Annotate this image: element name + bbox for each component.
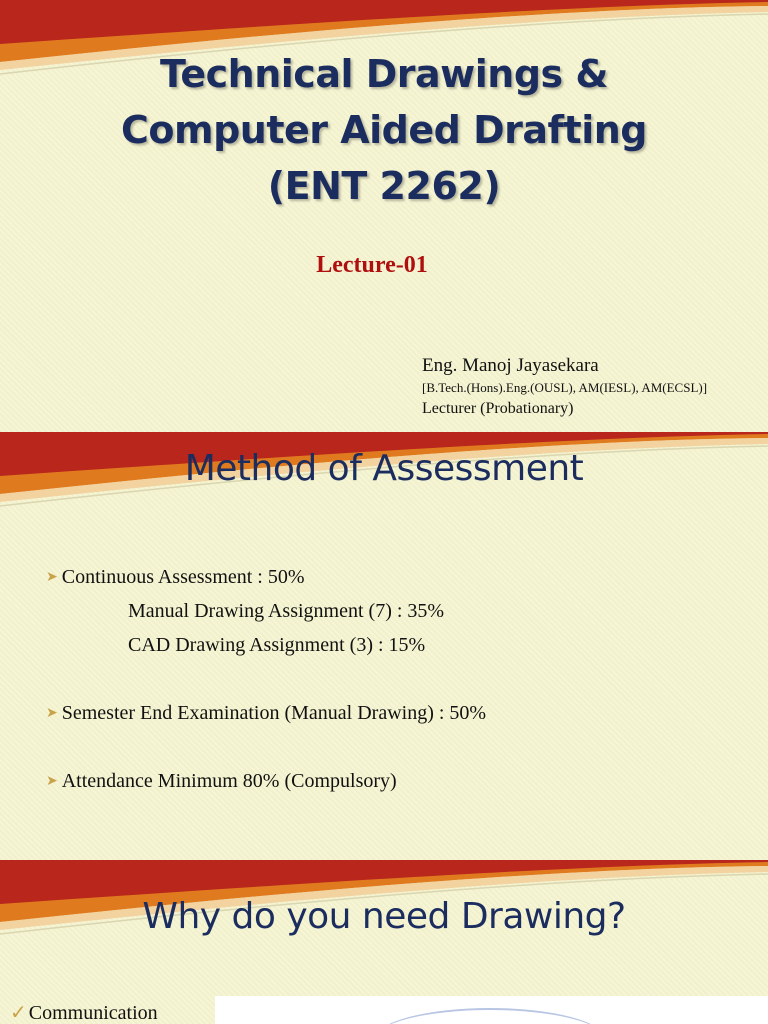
assessment-list: [46, 560, 486, 798]
list-item: [46, 696, 486, 730]
slide-image: [215, 996, 768, 1024]
list-item: [10, 1000, 158, 1024]
list-subitem: CAD Drawing Assignment (3) : 15%: [128, 634, 426, 656]
check-bullet-icon: ✓: [10, 1002, 27, 1024]
slide-title: [0, 0, 768, 432]
slide-why-drawing: [0, 860, 768, 1024]
list-item: [46, 560, 486, 594]
arrow-bullet-icon: ➤: [46, 706, 58, 721]
list-item-text: Attendance Minimum 80% (Compulsory): [61, 770, 397, 792]
author-name: Eng. Manoj Jayasekara: [422, 355, 599, 376]
list-item: [46, 764, 486, 798]
author-block: [422, 354, 707, 420]
list-item-text: Communication: [28, 1002, 158, 1024]
list-item-text: Continuous Assessment : 50%: [61, 566, 305, 588]
author-role: Lecturer (Probationary): [422, 400, 574, 417]
list-item-text: Semester End Examination (Manual Drawing) : 50%: [61, 702, 487, 724]
image-arc: [375, 1008, 605, 1024]
list-subitem: Manual Drawing Assignment (7) : 35%: [128, 600, 445, 622]
title-line: (ENT 2262): [267, 164, 501, 208]
slide-title-heading: [0, 46, 768, 214]
arrow-bullet-icon: ➤: [46, 570, 58, 585]
author-qualifications: [B.Tech.(Hons).Eng.(OUSL), AM(IESL), AM(ECSL)]: [422, 380, 708, 395]
arrow-bullet-icon: ➤: [46, 774, 58, 789]
assessment-title: Method of Assessment: [184, 448, 584, 489]
title-line: Computer Aided Drafting: [121, 108, 647, 152]
slide-assessment: [0, 432, 768, 860]
title-line: Technical Drawings &: [159, 52, 609, 96]
lecture-number: Lecture-01: [316, 252, 428, 278]
why-drawing-title: Why do you need Drawing?: [142, 896, 626, 937]
